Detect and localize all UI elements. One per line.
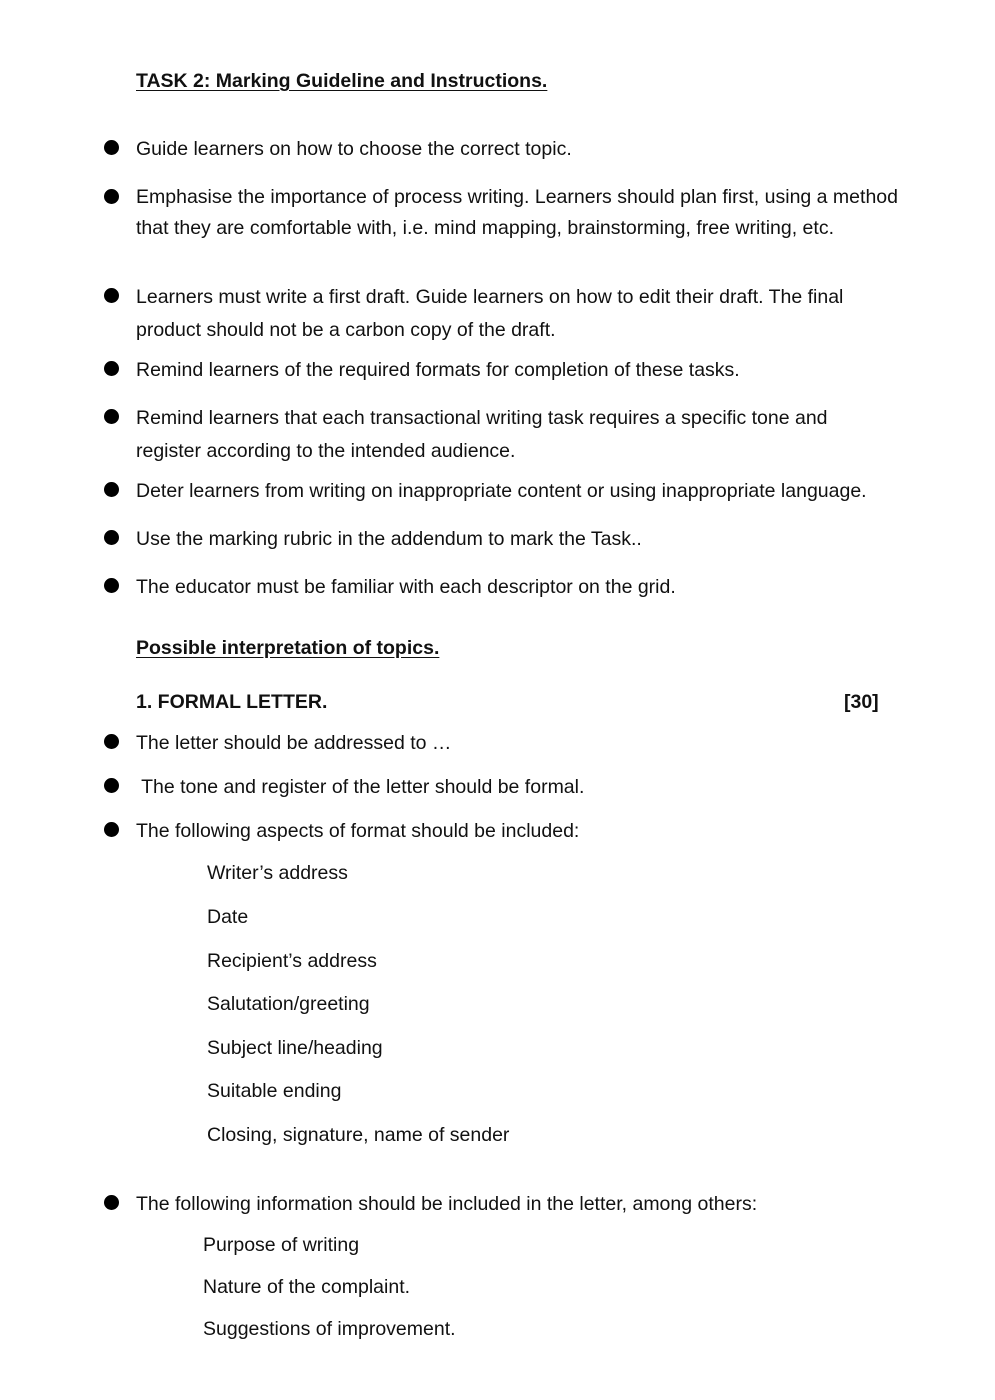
letter-point-text: The following aspects of format should be included: xyxy=(136,820,580,842)
format-item: Recipient’s address xyxy=(207,950,377,972)
format-item: Salutation/greeting xyxy=(207,993,370,1015)
instruction-text: Deter learners from writing on inappropriate content or using inappropriate language. xyxy=(136,480,867,502)
page-title: TASK 2: Marking Guideline and Instructions. xyxy=(136,70,548,92)
letter-point-text: The following information should be included in the letter, among others: xyxy=(136,1193,758,1215)
format-item: Subject line/heading xyxy=(207,1037,383,1059)
instruction-text: The educator must be familiar with each descriptor on the grid. xyxy=(136,576,676,598)
bullet-icon xyxy=(104,189,119,204)
bullet-icon xyxy=(104,288,119,303)
bullet-icon xyxy=(104,409,119,424)
instruction-text: Remind learners that each transactional writing task requires a specific tone and register according to the intended audience. xyxy=(136,407,828,462)
bullet-icon xyxy=(104,530,119,545)
bullet-icon xyxy=(104,482,119,497)
bullet-icon xyxy=(104,1195,119,1210)
letter-point-text: The letter should be addressed to … xyxy=(136,732,452,754)
instruction-text: Learners must write a first draft. Guide learners on how to edit their draft. The final product should not be a carbon copy of the draft. xyxy=(136,286,844,341)
format-item: Writer’s address xyxy=(207,862,348,884)
bullet-icon xyxy=(104,778,119,793)
format-item: Closing, signature, name of sender xyxy=(207,1124,510,1146)
interpretation-heading: Possible interpretation of topics. xyxy=(136,637,440,659)
bullet-icon xyxy=(104,140,119,155)
info-item: Purpose of writing xyxy=(203,1234,360,1256)
section-heading: 1. FORMAL LETTER. xyxy=(136,691,328,713)
marks-total: [30] xyxy=(844,691,879,713)
instruction-text: Emphasise the importance of process writing. Learners should plan first, using a method that they are comfortable with, i.e. mind mapping, brainstorming, free writing, etc. xyxy=(136,186,898,239)
instruction-text: Use the marking rubric in the addendum to mark the Task.. xyxy=(136,528,642,550)
format-item: Suitable ending xyxy=(207,1080,342,1102)
info-item: Suggestions of improvement. xyxy=(203,1318,456,1340)
bullet-icon xyxy=(104,734,119,749)
format-item: Date xyxy=(207,906,249,928)
bullet-icon xyxy=(104,822,119,837)
instruction-text: Remind learners of the required formats for completion of these tasks. xyxy=(136,359,740,381)
info-item: Nature of the complaint. xyxy=(203,1276,411,1298)
bullet-icon xyxy=(104,578,119,593)
bullet-icon xyxy=(104,361,119,376)
letter-point-text: The tone and register of the letter should be formal. xyxy=(136,776,585,798)
instruction-text: Guide learners on how to choose the correct topic. xyxy=(136,138,572,160)
